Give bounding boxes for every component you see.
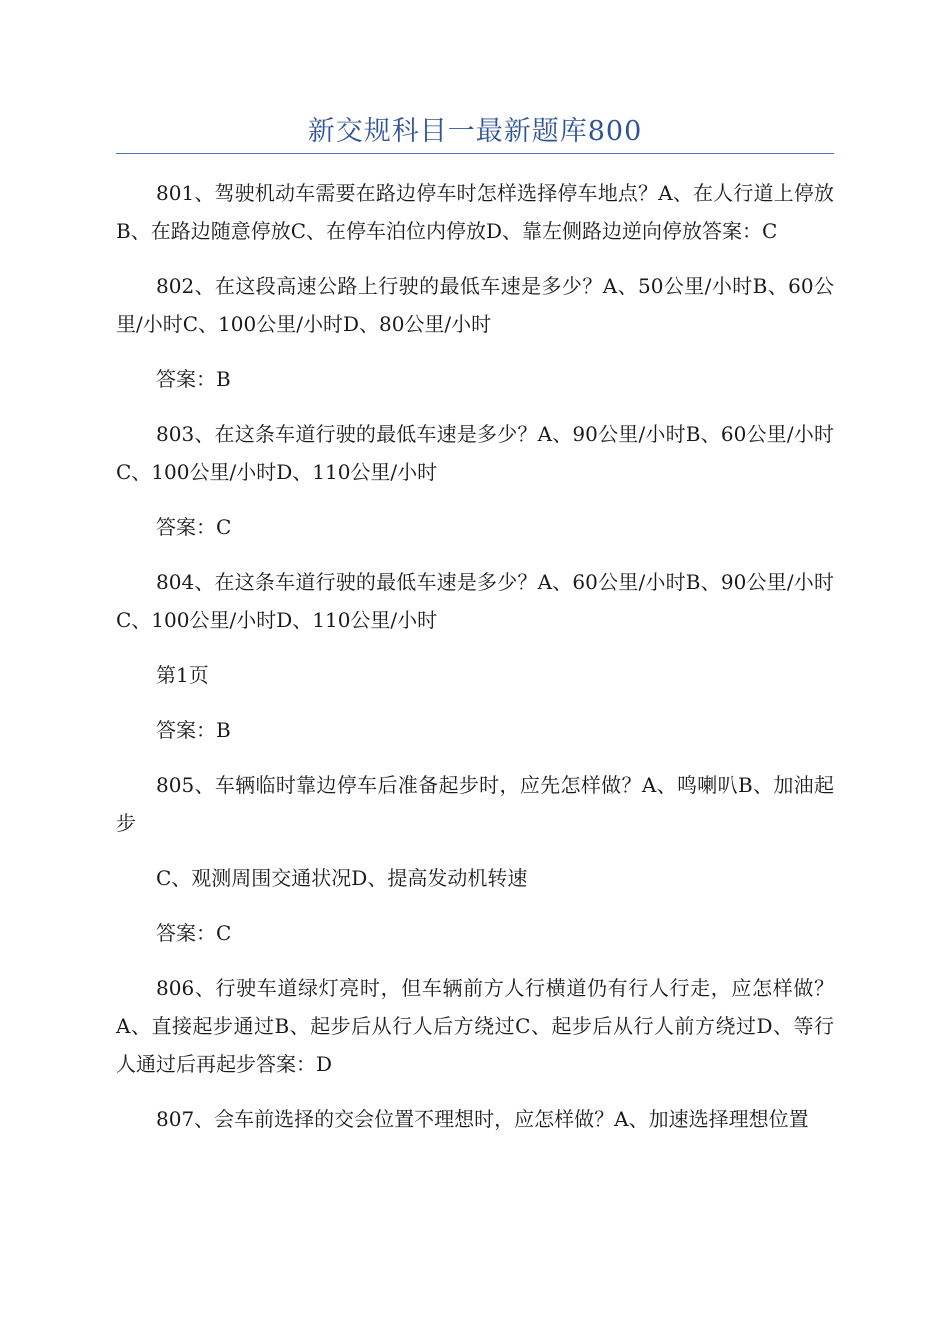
answer-803: 答案：C bbox=[156, 515, 232, 539]
document-title: 新交规科目一最新题库800 bbox=[307, 116, 643, 147]
question-805-options: C、观测周围交通状况D、提高发动机转速 bbox=[156, 866, 528, 890]
question-805: 805、车辆临时靠边停车后准备起步时，应先怎样做？A、鸣喇叭B、加油起步 bbox=[116, 773, 834, 835]
question-801: 801、驾驶机动车需要在路边停车时怎样选择停车地点？A、在人行道上停放B、在路边随意停放C、在停车泊位内停放D、靠左侧路边逆向停放答案：C bbox=[116, 181, 834, 243]
title-underline bbox=[116, 153, 834, 154]
question-807: 807、会车前选择的交会位置不理想时，应怎样做？A、加速选择理想位置 bbox=[156, 1107, 809, 1131]
answer-802: 答案：B bbox=[156, 367, 231, 391]
question-803: 803、在这条车道行驶的最低车速是多少？A、90公里/小时B、60公里/小时C、100公里/小时D、110公里/小时 bbox=[116, 422, 834, 484]
page-number: 第1页 bbox=[156, 663, 209, 687]
question-804: 804、在这条车道行驶的最低车速是多少？A、60公里/小时B、90公里/小时C、100公里/小时D、110公里/小时 bbox=[116, 570, 834, 632]
answer-804: 答案：B bbox=[156, 718, 231, 742]
question-802: 802、在这段高速公路上行驶的最低车速是多少？A、50公里/小时B、60公里/小时C、100公里/小时D、80公里/小时 bbox=[116, 274, 834, 336]
document-body bbox=[116, 174, 834, 1155]
question-806: 806、行驶车道绿灯亮时，但车辆前方人行横道仍有行人行走，应怎样做？A、直接起步通过B、起步后从行人后方绕过C、起步后从行人前方绕过D、等行人通过后再起步答案：D bbox=[116, 976, 834, 1076]
answer-805: 答案：C bbox=[156, 921, 232, 945]
